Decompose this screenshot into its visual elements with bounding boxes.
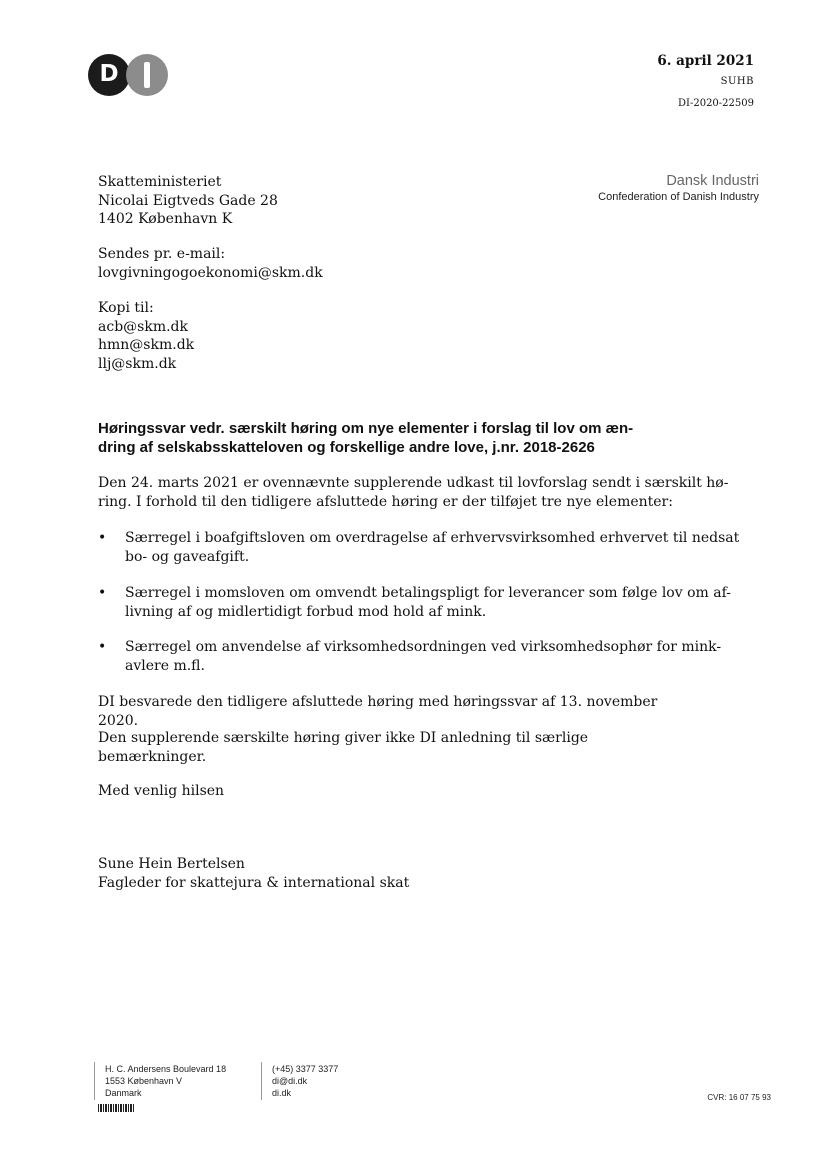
recipient-line: Skatteministeriet [98,174,222,190]
di-logo [88,54,172,96]
copy-to-email: acb@skm.dk [98,318,188,335]
signature-name: Sune Hein Bertelsen [98,856,245,872]
footer-address-line: 1553 København V [105,1076,183,1086]
footer-address [105,1063,226,1099]
footer-divider [94,1062,95,1100]
copy-to-block [98,299,194,373]
footer-address-line: Danmark [105,1088,142,1098]
list-item-text: livning af og midlertidigt forbud mod hold af mink. [125,603,487,620]
subject-line: Høringssvar vedr. særskilt høring om nye elementer i forslag til lov om æn- [98,420,634,437]
footer-address-line: H. C. Andersens Boulevard 18 [105,1064,227,1074]
previous-response-paragraph: DI besvarede den tidligere afsluttede høring med høringssvar af 13. november 2020. [98,694,658,729]
reference-number: DI-2020-22509 [678,98,754,109]
footer-phone: (+45) 3377 3377 [272,1064,339,1074]
list-item-text: Særregel om anvendelse af virksomhedsordningen ved virksomhedsophør for mink- [125,639,722,655]
copy-to-email: llj@skm.dk [98,355,177,372]
list-item-text: avlere m.fl. [125,657,205,674]
author-initials: SUHB [720,76,754,87]
footer-contact [272,1063,338,1099]
no-remarks-paragraph: Den supplerende særskilte høring giver ikke DI anledning til særlige bemærkninger. [98,730,589,765]
sent-via-block [98,245,323,282]
signature-title: Fagleder for skattejura & international skat [98,874,410,891]
copy-to-email: hmn@skm.dk [98,337,195,353]
intro-line: Den 24. marts 2021 er ovennævnte supplerende udkast til lovforslag sendt i særskilt hø- [98,475,729,491]
footer-email: di@di.dk [272,1076,308,1086]
org-subtitle: Confederation of Danish Industry [598,191,759,203]
subject-line: dring af selskabsskatteloven og forskellige andre love, j.nr. 2018-2626 [98,439,595,456]
footer-cvr: CVR: 16 07 75 93 [707,1093,771,1102]
copy-to-label: Kopi til: [98,300,154,316]
logo-d-letter: D [99,61,119,87]
logo-d-circle [88,54,130,96]
intro-line: ring. I forhold til den tidligere afsluttede høring er der tilføjet tre nye elementer: [98,493,673,510]
footer-divider [261,1062,262,1100]
recipient-line: 1402 København K [98,211,233,227]
signature-block [98,855,409,892]
intro-paragraph [98,474,729,511]
letter-date: 6. april 2021 [657,53,754,69]
list-item-text: Særregel i boafgiftsloven om overdragelse af erhvervsvirksomhed erhvervet til nedsat [125,530,740,546]
logo-i-circle [126,54,168,96]
logo-i-letter [144,62,150,88]
bullet-symbol: • [98,639,107,655]
closing-salutation: Med venlig hilsen [98,783,225,799]
org-name: Dansk Industri [666,173,759,189]
bullet-symbol: • [98,585,107,601]
letter-subject [98,419,688,457]
barcode [98,1104,134,1112]
list-item-text: Særregel i momsloven om omvendt betalingspligt for leverancer som følge lov om af- [125,585,731,601]
bullet-symbol: • [98,530,107,546]
recipient-address [98,173,278,229]
sent-via-label: Sendes pr. e-mail: [98,246,226,262]
sent-via-email: lovgivningogoekonomi@skm.dk [98,264,323,281]
list-item-text: bo- og gaveafgift. [125,548,250,565]
recipient-line: Nicolai Eigtveds Gade 28 [98,192,278,209]
footer-website: di.dk [272,1088,292,1098]
